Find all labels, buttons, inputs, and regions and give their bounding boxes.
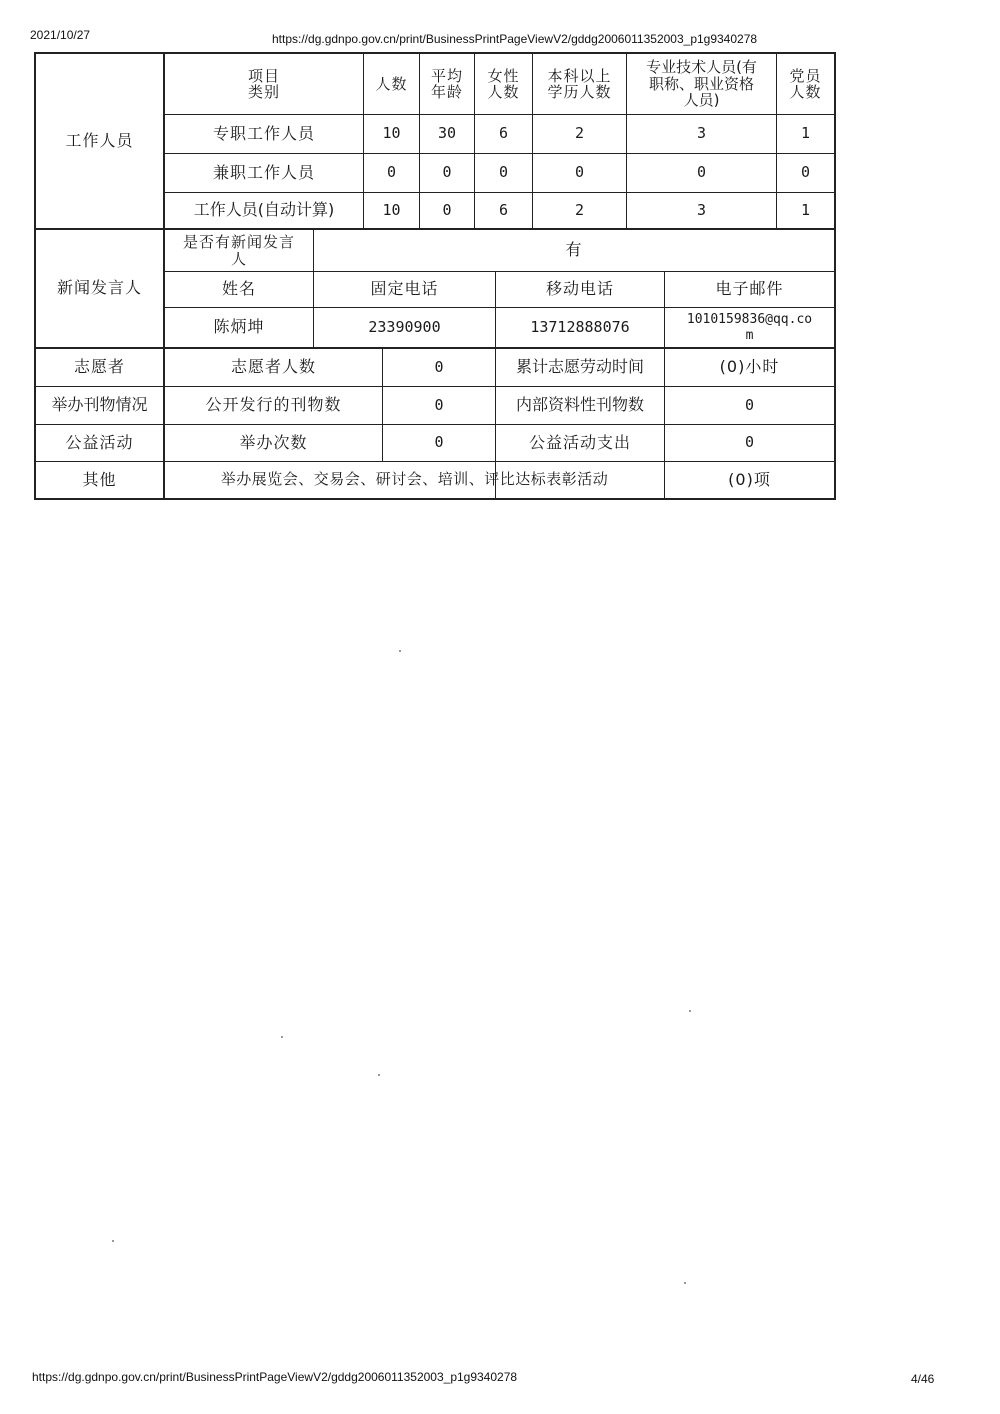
has-spokesperson-value: 有 [565, 240, 583, 260]
report-table [34, 52, 836, 500]
staff-row-avg-age: 30 [437, 124, 457, 143]
staff-row-professional: 3 [696, 200, 707, 219]
header-female: 女性 人数 [487, 66, 520, 101]
table-border-right [834, 52, 836, 500]
public-publication-label: 公开发行的刊物数 [205, 395, 342, 415]
scan-speck [399, 650, 401, 652]
staff-row-bachelor: 2 [574, 124, 585, 143]
spokesperson-email: 1010159836@qq.co m [686, 311, 813, 343]
staff-section-label: 工作人员 [65, 130, 134, 150]
staff-row-party: 1 [800, 200, 811, 219]
header-count: 人数 [375, 74, 408, 93]
scan-speck [378, 1074, 380, 1076]
volunteer-hours-value: (0)小时 [719, 357, 780, 377]
print-date: 2021/10/27 [30, 28, 91, 42]
header-name: 姓名 [221, 279, 256, 299]
staff-row-label: 工作人员(自动计算) [193, 200, 335, 220]
header-email: 电子邮件 [715, 279, 784, 299]
staff-row-label: 兼职工作人员 [212, 162, 315, 182]
staff-row-count: 0 [386, 163, 397, 182]
volunteer-section-label: 志愿者 [73, 357, 125, 377]
staff-row-female: 6 [498, 124, 509, 143]
scan-speck [684, 1282, 686, 1284]
publication-section-label: 举办刊物情况 [51, 395, 148, 415]
staff-row-count: 10 [382, 124, 401, 143]
other-section-label: 其他 [82, 469, 117, 489]
footer-url: https://dg.gdnpo.gov.cn/print/BusinessPrintPageViewV2/gddg2006011352003_p1g9340278 [32, 1370, 518, 1384]
staff-row-bachelor: 2 [574, 200, 585, 219]
header-mobile: 移动电话 [545, 279, 614, 299]
staff-row-female: 6 [498, 200, 509, 219]
staff-row-count: 10 [382, 200, 401, 219]
internal-publication-value: 0 [744, 395, 755, 414]
header-avg-age: 平均 年龄 [430, 66, 463, 101]
staff-row-professional: 0 [696, 163, 707, 182]
scan-speck [689, 1010, 691, 1012]
staff-row-professional: 3 [696, 124, 707, 143]
staff-row-label: 专职工作人员 [212, 123, 315, 143]
charity-expense-value: 0 [744, 433, 755, 452]
other-events-label: 举办展览会、交易会、研讨会、培训、评比达标表彰活动 [220, 470, 609, 489]
staff-row-party: 1 [800, 124, 811, 143]
spokesperson-name: 陈炳坤 [213, 317, 265, 337]
staff-row-avg-age: 0 [442, 163, 452, 182]
volunteer-count-value: 0 [434, 357, 444, 376]
spokesperson-mobile: 13712888076 [530, 317, 630, 336]
page-number: 4/46 [911, 1372, 935, 1386]
scan-speck [281, 1036, 283, 1038]
charity-times-label: 举办次数 [239, 432, 308, 452]
volunteer-hours-label: 累计志愿劳动时间 [515, 357, 644, 377]
staff-row-party: 0 [800, 163, 811, 182]
has-spokesperson-label: 是否有新闻发言 人 [182, 233, 295, 268]
staff-row-female: 0 [498, 163, 509, 182]
header-professional: 专业技术人员(有 职称、职业资格 人员) [646, 58, 757, 110]
charity-expense-label: 公益活动支出 [528, 432, 631, 452]
table-border-bottom [34, 498, 836, 500]
spokesperson-phone: 23390900 [368, 317, 441, 336]
header-phone: 固定电话 [370, 279, 439, 299]
header-url: https://dg.gdnpo.gov.cn/print/BusinessPrintPageViewV2/gddg2006011352003_p1g9340278 [272, 32, 758, 46]
other-events-value: (0)项 [728, 469, 771, 489]
spokesperson-section-label: 新闻发言人 [56, 278, 142, 298]
volunteer-count-label: 志愿者人数 [230, 357, 316, 377]
charity-section-label: 公益活动 [65, 432, 134, 452]
staff-row-avg-age: 0 [442, 200, 452, 219]
staff-row-bachelor: 0 [574, 163, 585, 182]
internal-publication-label: 内部资料性刊物数 [515, 395, 644, 415]
public-publication-value: 0 [434, 395, 444, 414]
header-party: 党员 人数 [789, 66, 822, 101]
header-bachelor: 本科以上 学历人数 [547, 66, 612, 101]
scan-speck [112, 1240, 114, 1242]
header-category: 项目 类别 [247, 66, 280, 101]
charity-times-value: 0 [434, 433, 444, 452]
